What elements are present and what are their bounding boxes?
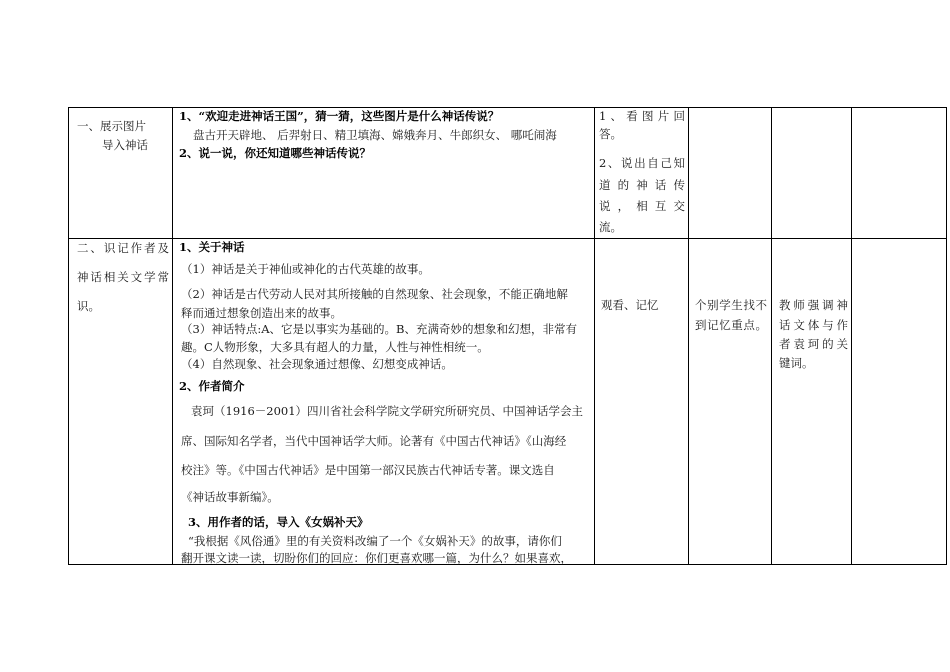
cell-student-1: [595, 108, 689, 239]
student-line: 流。: [599, 220, 622, 234]
content-heading: 1、“欢迎走进神话王国”，猜一猜，这些图片是什么神话传说？: [179, 109, 500, 123]
step-line: 一、展示图片: [77, 119, 146, 133]
step-line: 神话相关文学常: [77, 270, 169, 284]
cell-col6-1: [852, 108, 947, 239]
content-line: “我根据《风俗通》里的有关资料改编了一个《女娲补天》的故事，请你们: [188, 534, 562, 548]
cell-col4-1: [689, 108, 772, 239]
content-line: 校注》等。《中国古代神话》是中国第一部汉民族古代神话专著。课文选自: [181, 463, 555, 477]
col5-line: 键词。: [779, 356, 814, 370]
lesson-table: [68, 107, 947, 565]
content-heading: 3、用作者的话，导入《女娲补天》: [188, 515, 369, 529]
cell-content-1: [173, 108, 595, 239]
cell-col5-2: [772, 239, 852, 565]
content-line: （4）自然现象、社会现象通过想像、幻想变成神话。: [181, 357, 453, 371]
col5-line: 者袁珂的关: [779, 337, 848, 351]
content-heading: 1、关于神话: [179, 240, 245, 254]
student-line: 观看、记忆: [601, 298, 659, 312]
content-heading: 2、说一说，你还知道哪些神话传说？: [179, 146, 371, 160]
content-line: 翻开课文读一读，切盼你们的回应：你们更喜欢哪一篇，为什么？如果喜欢，: [181, 551, 572, 565]
col5-line: 话文体与作: [779, 318, 848, 332]
content-line: 趣。C人物形象，大多具有超人的力量，人性与神性相统一。: [181, 340, 489, 354]
col4-line: 个别学生找不: [695, 298, 767, 312]
content-line: （2）神话是古代劳动人民对其所接触的自然现象、社会现象，不能正确地解: [181, 287, 568, 301]
cell-student-2: [595, 239, 689, 565]
cell-col5-1: [772, 108, 852, 239]
content-line: （1）神话是关于神仙或神化的古代英雄的故事。: [181, 262, 430, 276]
cell-col4-2: [689, 239, 772, 565]
content-line: 袁珂（1916－2001）四川省社会科学院文学研究所研究员、中国神话学会主: [191, 404, 584, 418]
cell-step-2: [69, 239, 173, 565]
student-line: 说，相互交: [599, 199, 685, 213]
student-line: 1、看图片回: [599, 109, 685, 123]
step-line: 二、识记作者及: [77, 241, 169, 255]
content-line: 席、国际知名学者，当代中国神话学大师。论著有《中国古代神话》《山海经: [181, 434, 567, 448]
cell-content-2: [173, 239, 595, 565]
step-line: 导入神话: [102, 138, 148, 152]
col4-line: 到记忆重点。: [695, 318, 767, 332]
student-line: 2、说出自己知: [599, 156, 685, 170]
cell-step-1: [69, 108, 173, 239]
content-line: 盘古开天辟地、 后羿射日、精卫填海、嫦娥奔月、牛郎织女、 哪吒闹海: [193, 128, 557, 142]
content-heading: 2、作者简介: [179, 379, 245, 393]
step-line: 识。: [77, 299, 100, 313]
student-line: 答。: [599, 127, 622, 141]
content-line: 释而通过想象创造出来的故事。: [181, 306, 342, 320]
col5-line: 教师强调神: [779, 298, 848, 312]
content-line: （3）神话特点:A、它是以事实为基础的。B、充满奇妙的想象和幻想，非常有: [181, 322, 577, 336]
cell-col6-2: [852, 239, 947, 565]
student-line: 道的神话传: [599, 178, 685, 192]
content-line: 《神话故事新编》。: [181, 490, 279, 504]
